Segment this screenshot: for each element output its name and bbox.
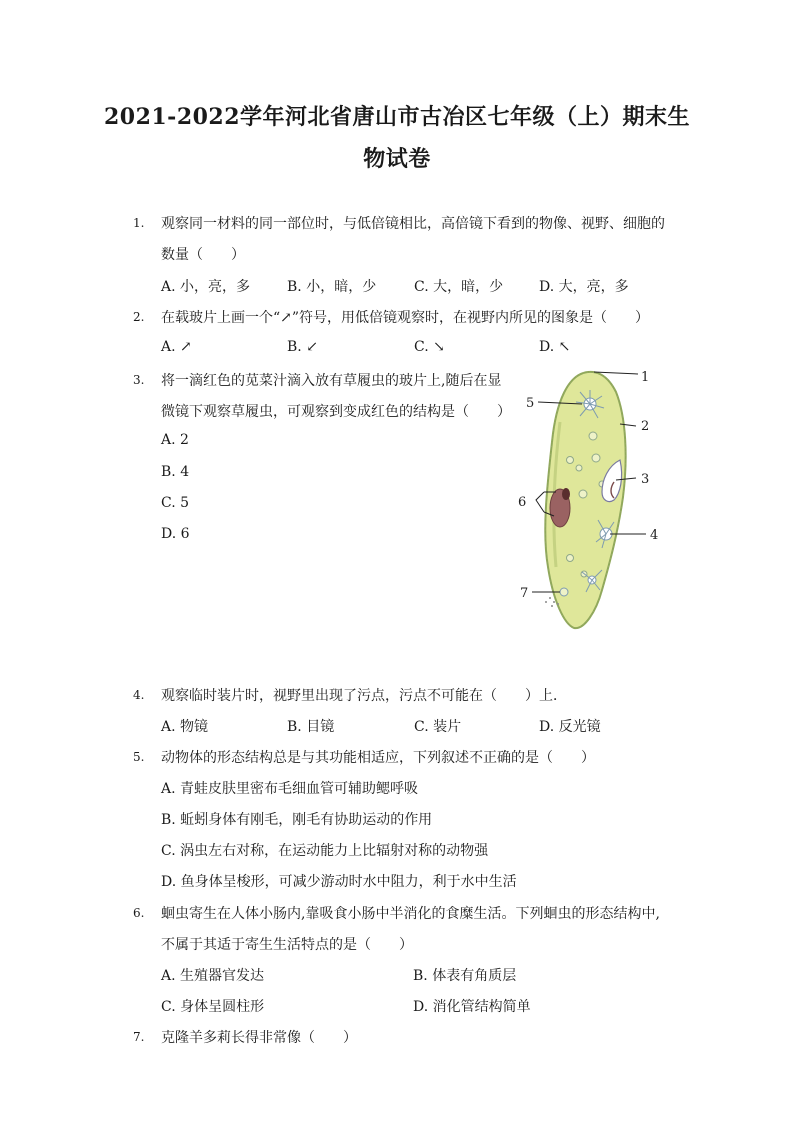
option-c[interactable]: C. ↘	[414, 339, 445, 355]
paramecium-figure	[510, 362, 670, 634]
paramecium-diagram	[510, 362, 670, 634]
option-c[interactable]: C. 装片	[414, 719, 462, 735]
question-text: 观察同一材料的同一部位时，与低倍镜相比，高倍镜下看到的物像、视野、细胞的	[161, 216, 665, 232]
question-text: 将一滴红色的苋菜汁滴入放有草履虫的玻片上,随后在显	[161, 373, 502, 389]
question-text: 微镜下观察草履虫，可观察到变成红色的结构是（ ）	[161, 404, 511, 420]
question-number: 4.	[133, 688, 145, 702]
label-4: 4	[650, 528, 659, 543]
option-d[interactable]: D. 消化管结构简单	[413, 999, 531, 1015]
option-c[interactable]: C. 5	[161, 495, 190, 511]
label-7: 7	[520, 586, 529, 601]
option-a[interactable]: A. 生殖器官发达	[161, 968, 265, 984]
question-number: 6.	[133, 906, 145, 920]
option-b[interactable]: B. 目镜	[287, 719, 335, 735]
title-line-2: 物试卷	[363, 146, 431, 172]
question-number: 7.	[133, 1030, 145, 1044]
option-c[interactable]: C. 身体呈圆柱形	[161, 999, 265, 1015]
option-a[interactable]: A. 青蛙皮肤里密布毛细血管可辅助鳃呼吸	[161, 781, 419, 797]
label-6: 6	[518, 495, 527, 510]
option-d[interactable]: D. 6	[161, 526, 190, 542]
question-text: 观察临时装片时，视野里出现了污点，污点不可能在（ ）上．	[161, 688, 567, 704]
option-b[interactable]: B. 体表有角质层	[413, 968, 517, 984]
question-text: 动物体的形态结构总是与其功能相适应，下列叙述不正确的是（ ）	[161, 750, 595, 766]
question-text: 数量（ ）	[161, 247, 245, 263]
question-number: 3.	[133, 373, 145, 387]
question-text: 克隆羊多莉长得非常像（ ）	[161, 1030, 357, 1046]
label-1: 1	[641, 370, 650, 385]
question-text: 不属于其适于寄生生活特点的是（ ）	[161, 937, 413, 953]
label-2: 2	[641, 419, 650, 434]
title-line-1: 2021-2022学年河北省唐山市古冶区七年级（上）期末生	[103, 104, 691, 130]
question-text: 蛔虫寄生在人体小肠内,靠吸食小肠中半消化的食糜生活。下列蛔虫的形态结构中,	[161, 906, 660, 922]
option-d[interactable]: D. ↖	[539, 339, 571, 355]
option-c[interactable]: C. 涡虫左右对称，在运动能力上比辐射对称的动物强	[161, 843, 489, 859]
anal-pore	[560, 588, 568, 596]
option-d[interactable]: D. 大，亮，多	[539, 279, 629, 295]
option-d[interactable]: D. 反光镜	[539, 719, 601, 735]
option-c[interactable]: C. 大，暗，少	[414, 279, 504, 295]
label-3: 3	[641, 472, 650, 487]
label-5: 5	[526, 396, 535, 411]
question-number: 5.	[133, 750, 145, 764]
option-b[interactable]: B. 小，暗，少	[287, 279, 377, 295]
option-a[interactable]: A. ↗	[161, 339, 192, 355]
question-text: 在载玻片上画一个“↗”符号，用低倍镜观察时，在视野内所见的图象是（ ）	[161, 310, 650, 326]
option-b[interactable]: B. 蚯蚓身体有刚毛，刚毛有协助运动的作用	[161, 812, 433, 828]
option-a[interactable]: A. 物镜	[161, 719, 209, 735]
option-b[interactable]: B. 4	[161, 464, 190, 480]
question-number: 2.	[133, 310, 145, 324]
question-number: 1.	[133, 216, 145, 230]
option-a[interactable]: A. 2	[161, 432, 189, 448]
option-a[interactable]: A. 小，亮，多	[161, 279, 251, 295]
option-b[interactable]: B. ↙	[287, 339, 318, 355]
option-d[interactable]: D. 鱼身体呈梭形，可减少游动时水中阻力，利于水中生活	[161, 874, 517, 890]
